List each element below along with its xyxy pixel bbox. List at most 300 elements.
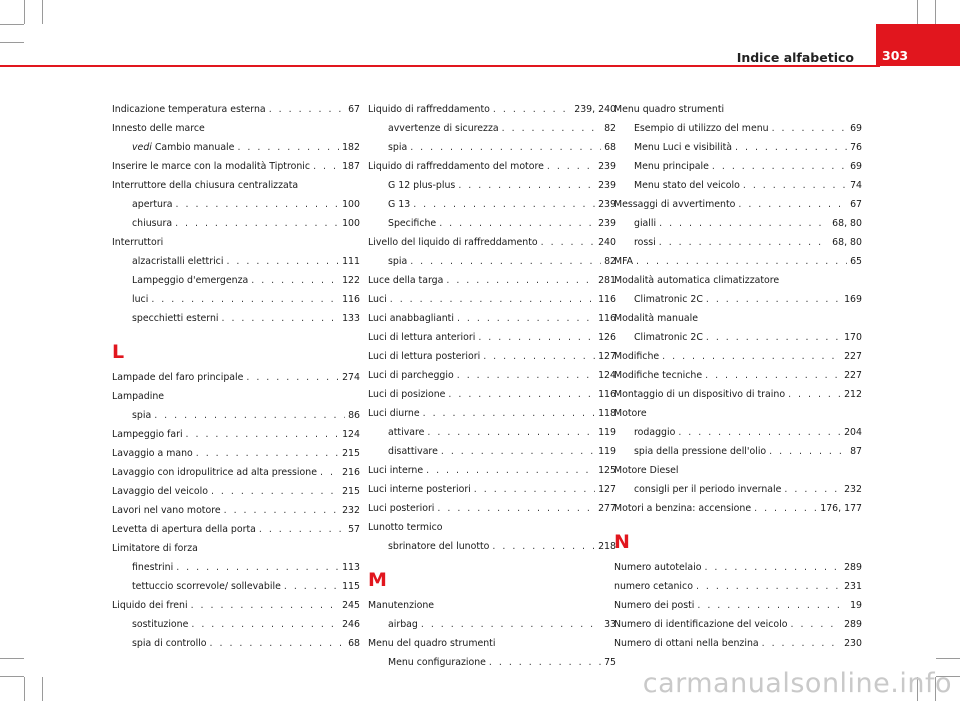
crop-mark	[24, 677, 25, 701]
entry-page-number: 239	[598, 161, 616, 172]
entry-page-number: 204	[844, 427, 862, 438]
leader-dots	[439, 214, 595, 233]
leader-dots	[738, 195, 847, 214]
crop-mark	[42, 0, 43, 24]
leader-dots	[457, 309, 595, 328]
index-entry	[112, 368, 360, 387]
crop-mark	[0, 24, 24, 25]
entry-page-number: 118	[598, 408, 616, 419]
entry-label: Luci interne	[368, 465, 424, 476]
entry-label: Levetta di apertura della porta	[112, 524, 256, 535]
entry-page-number: 215	[342, 486, 360, 497]
leader-dots	[483, 347, 595, 366]
index-subentry	[614, 233, 862, 252]
entry-label: Luci di lettura anteriori	[368, 332, 476, 343]
entry-label: Messaggi di avvertimento	[614, 199, 736, 210]
index-subentry	[368, 138, 616, 157]
crop-mark	[917, 0, 918, 24]
leader-dots	[772, 119, 847, 138]
entry-page-number: 65	[850, 256, 862, 267]
index-entry	[368, 233, 616, 252]
index-entry	[614, 577, 862, 596]
entry-page-number: 246	[342, 619, 360, 630]
entry-page-number: 67	[850, 199, 862, 210]
leader-dots	[712, 157, 847, 176]
entry-label: attivare	[388, 427, 425, 438]
leader-dots	[269, 100, 345, 119]
leader-dots	[413, 195, 595, 214]
entry-page-number: 239	[598, 199, 616, 210]
leader-dots	[478, 328, 595, 347]
leader-dots	[410, 252, 601, 271]
index-subentry	[368, 537, 616, 556]
index-subentry	[112, 290, 360, 309]
index-entry	[368, 309, 616, 328]
cross-reference-label: vedi	[132, 142, 152, 153]
index-entry	[112, 501, 360, 520]
entry-page-number: 176, 177	[820, 503, 862, 514]
index-entry	[614, 195, 862, 214]
entry-page-number: 75	[604, 657, 616, 668]
crop-mark	[0, 658, 24, 659]
leader-dots	[448, 385, 595, 404]
entry-label: Interruttore della chiusura centralizzata	[112, 180, 299, 191]
leader-dots	[320, 463, 339, 482]
leader-dots	[224, 501, 339, 520]
leader-dots	[636, 252, 847, 271]
entry-label: Luci di posizione	[368, 389, 446, 400]
index-entry	[368, 271, 616, 290]
entry-label: spia	[388, 256, 408, 267]
entry-page-number: 86	[348, 410, 360, 421]
leader-dots	[313, 157, 339, 176]
entry-label: vedi Cambio manuale	[132, 142, 235, 153]
leader-dots	[437, 499, 595, 518]
crop-mark	[24, 0, 25, 24]
entry-page-number: 122	[342, 275, 360, 286]
index-entry	[614, 347, 862, 366]
entry-page-number: 216	[342, 467, 360, 478]
index-entry	[368, 518, 616, 537]
index-subentry	[112, 615, 360, 634]
entry-page-number: 227	[844, 351, 862, 362]
leader-dots	[237, 138, 339, 157]
index-entry	[614, 596, 862, 615]
entry-page-number: 245	[342, 600, 360, 611]
page-title: Indice alfabetico	[736, 50, 854, 65]
index-subentry	[368, 252, 616, 271]
entry-label: tettuccio scorrevole/ sollevabile	[132, 581, 281, 592]
entry-page-number: 111	[342, 256, 360, 267]
entry-page-number: 274	[342, 372, 360, 383]
entry-page-number: 277	[598, 503, 616, 514]
watermark: carmanualsonline.info	[642, 668, 952, 699]
index-entry	[614, 271, 862, 290]
entry-page-number: 57	[348, 524, 360, 535]
entry-page-number: 116	[598, 294, 616, 305]
entry-page-number: 100	[342, 218, 360, 229]
leader-dots	[151, 290, 339, 309]
entry-page-number: 127	[598, 351, 616, 362]
entry-label: Modalità manuale	[614, 313, 699, 324]
entry-label: Climatronic 2C	[634, 294, 703, 305]
page-number-tab	[876, 24, 960, 66]
leader-dots	[706, 290, 841, 309]
index-entry	[368, 100, 616, 119]
index-subentry	[614, 423, 862, 442]
entry-page-number: 124	[598, 370, 616, 381]
leader-dots	[446, 271, 595, 290]
entry-label: Numero autotelaio	[614, 562, 702, 573]
crop-mark	[935, 0, 936, 24]
entry-label: Luce della targa	[368, 275, 444, 286]
index-entry	[614, 634, 862, 653]
entry-label: sbrinatore del lunotto	[388, 541, 490, 552]
entry-label: spia	[388, 142, 408, 153]
index-subentry	[368, 653, 616, 672]
entry-label: Numero di identificazione del veicolo	[614, 619, 788, 630]
entry-label: Menu quadro strumenti	[614, 104, 725, 115]
entry-label: spia di controllo	[132, 638, 207, 649]
entry-label: Numero di ottani nella benzina	[614, 638, 759, 649]
entry-label: Luci	[368, 294, 387, 305]
leader-dots	[678, 423, 841, 442]
index-entry	[368, 347, 616, 366]
leader-dots	[489, 653, 601, 672]
leader-dots	[196, 444, 339, 463]
index-entry	[112, 100, 360, 119]
entry-label: Lavaggio del veicolo	[112, 486, 208, 497]
leader-dots	[697, 596, 847, 615]
leader-dots	[211, 482, 339, 501]
entry-label: Montaggio di un dispositivo di traino	[614, 389, 786, 400]
leader-dots	[191, 596, 340, 615]
entry-label: Lampeggio d'emergenza	[132, 275, 249, 286]
section-letter: M	[368, 569, 387, 591]
entry-page-number: 289	[844, 619, 862, 630]
entry-label: alzacristalli elettrici	[132, 256, 224, 267]
entry-page-number: 281	[598, 275, 616, 286]
entry-label: gialli	[634, 218, 657, 229]
entry-label: Specifiche	[388, 218, 437, 229]
index-subentry	[368, 442, 616, 461]
entry-label: rossi	[634, 237, 656, 248]
entry-label: Lavori nel vano motore	[112, 505, 221, 516]
entry-label: Luci di parcheggio	[368, 370, 454, 381]
index-entry	[368, 634, 616, 653]
entry-page-number: 68	[348, 638, 360, 649]
index-entry	[368, 290, 616, 309]
entry-page-number: 76	[850, 142, 862, 153]
entry-label: consigli per il periodo invernale	[634, 484, 782, 495]
entry-page-number: 116	[342, 294, 360, 305]
leader-dots	[762, 634, 841, 653]
entry-label: Numero dei posti	[614, 600, 695, 611]
leader-dots	[458, 176, 595, 195]
leader-dots	[175, 214, 339, 233]
entry-page-number: 74	[850, 180, 862, 191]
entry-label: spia	[132, 410, 152, 421]
entry-page-number: 19	[850, 600, 862, 611]
entry-label: Menu configurazione	[388, 657, 486, 668]
entry-page-number: 239	[598, 218, 616, 229]
entry-page-number: 230	[844, 638, 862, 649]
leader-dots	[705, 366, 841, 385]
entry-label: Livello del liquido di raffreddamento	[368, 237, 538, 248]
entry-label: Liquido dei freni	[112, 600, 188, 611]
entry-page-number: 119	[598, 446, 616, 457]
leader-dots	[502, 119, 601, 138]
entry-label: Luci anabbaglianti	[368, 313, 454, 324]
entry-label: Motore	[614, 408, 647, 419]
leader-dots	[696, 577, 841, 596]
leader-dots	[735, 138, 847, 157]
entry-label: Esempio di utilizzo del menu	[634, 123, 769, 134]
leader-dots	[426, 461, 595, 480]
index-subentry	[614, 157, 862, 176]
index-subentry	[614, 214, 862, 233]
index-column-2	[368, 100, 616, 672]
entry-label: Luci diurne	[368, 408, 420, 419]
entry-label: Luci interne posteriori	[368, 484, 471, 495]
entry-label: Lunotto termico	[368, 522, 443, 533]
entry-page-number: 231	[844, 581, 862, 592]
index-entry	[614, 499, 862, 518]
entry-page-number: 82	[604, 123, 616, 134]
entry-page-number: 119	[598, 427, 616, 438]
leader-dots	[259, 520, 345, 539]
index-entry	[112, 119, 360, 138]
leader-dots	[210, 634, 346, 653]
entry-label: disattivare	[388, 446, 438, 457]
index-entry	[112, 157, 360, 176]
index-subentry	[112, 252, 360, 271]
index-entry	[614, 404, 862, 423]
leader-dots	[251, 271, 339, 290]
index-subentry	[112, 271, 360, 290]
entry-label: Lavaggio a mano	[112, 448, 193, 459]
entry-label: specchietti esterni	[132, 313, 219, 324]
entry-label: sostituzione	[132, 619, 189, 630]
index-subentry	[368, 119, 616, 138]
entry-label: Climatronic 2C	[634, 332, 703, 343]
index-entry	[368, 461, 616, 480]
index-subentry	[112, 195, 360, 214]
entry-label: Lampeggio fari	[112, 429, 183, 440]
entry-label: Innesto delle marce	[112, 123, 205, 134]
entry-label: finestrini	[132, 562, 174, 573]
entry-page-number: 69	[850, 161, 862, 172]
entry-label: Modifiche	[614, 351, 660, 362]
index-subentry	[112, 577, 360, 596]
index-subentry	[614, 480, 862, 499]
leader-dots	[791, 615, 842, 634]
index-entry	[112, 233, 360, 252]
leader-dots	[191, 615, 339, 634]
leader-dots	[704, 558, 841, 577]
leader-dots	[474, 480, 595, 499]
crop-mark	[0, 42, 24, 43]
leader-dots	[754, 499, 817, 518]
index-entry	[112, 463, 360, 482]
index-subentry	[112, 558, 360, 577]
entry-page-number: 182	[342, 142, 360, 153]
leader-dots	[427, 423, 595, 442]
leader-dots	[659, 214, 829, 233]
leader-dots	[222, 309, 340, 328]
entry-page-number: 124	[342, 429, 360, 440]
entry-label: Interruttori	[112, 237, 164, 248]
index-entry	[614, 366, 862, 385]
entry-label: luci	[132, 294, 149, 305]
index-subentry	[112, 634, 360, 653]
entry-label: Menu stato del veicolo	[634, 180, 740, 191]
index-subentry	[368, 195, 616, 214]
leader-dots	[788, 385, 841, 404]
entry-label: rodaggio	[634, 427, 676, 438]
index-entry	[112, 539, 360, 558]
entry-label: Menu Luci e visibilità	[634, 142, 733, 153]
index-entry	[112, 596, 360, 615]
entry-page-number: 116	[598, 389, 616, 400]
entry-label: Modalità automatica climatizzatore	[614, 275, 780, 286]
index-entry	[368, 596, 616, 615]
entry-page-number: 115	[342, 581, 360, 592]
leader-dots	[246, 368, 339, 387]
leader-dots	[423, 404, 595, 423]
index-subentry	[614, 176, 862, 195]
leader-dots	[457, 366, 595, 385]
index-entry	[614, 100, 862, 119]
leader-dots	[176, 558, 339, 577]
index-subentry	[368, 214, 616, 233]
leader-dots	[226, 252, 339, 271]
entry-label: spia della pressione dell'olio	[634, 446, 767, 457]
leader-dots	[659, 233, 829, 252]
entry-page-number: 67	[348, 104, 360, 115]
crop-mark	[0, 676, 24, 677]
index-entry	[368, 157, 616, 176]
entry-label: numero cetanico	[614, 581, 693, 592]
entry-page-number: 212	[844, 389, 862, 400]
index-column-3	[614, 100, 862, 653]
entry-label: Luci posteriori	[368, 503, 435, 514]
entry-label: Motori a benzina: accensione	[614, 503, 752, 514]
index-entry	[112, 444, 360, 463]
entry-page-number: 240	[598, 237, 616, 248]
entry-label: Menu del quadro strumenti	[368, 638, 496, 649]
leader-dots	[176, 195, 340, 214]
entry-page-number: 169	[844, 294, 862, 305]
leader-dots	[493, 100, 571, 119]
entry-page-number: 239	[598, 180, 616, 191]
entry-page-number: 289	[844, 562, 862, 573]
leader-dots	[284, 577, 339, 596]
entry-label: Lampade del faro principale	[112, 372, 244, 383]
entry-page-number: 68	[604, 142, 616, 153]
index-entry	[368, 499, 616, 518]
index-entry	[112, 387, 360, 406]
index-subentry	[614, 442, 862, 461]
index-subentry	[368, 423, 616, 442]
index-entry	[614, 309, 862, 328]
index-subentry	[368, 176, 616, 195]
leader-dots	[410, 138, 601, 157]
entry-label: Menu principale	[634, 161, 709, 172]
entry-label: avvertenze di sicurezza	[388, 123, 499, 134]
entry-label: Liquido di raffreddamento del motore	[368, 161, 544, 172]
entry-page-number: 33	[604, 619, 616, 630]
entry-page-number: 68, 80	[832, 218, 862, 229]
entry-page-number: 82	[604, 256, 616, 267]
index-entry	[614, 615, 862, 634]
entry-page-number: 215	[342, 448, 360, 459]
entry-label: G 13	[388, 199, 411, 210]
entry-page-number: 126	[598, 332, 616, 343]
leader-dots	[492, 537, 595, 556]
entry-label: Luci di lettura posteriori	[368, 351, 481, 362]
entry-page-number: 116	[598, 313, 616, 324]
index-subentry	[368, 615, 616, 634]
entry-page-number: 68, 80	[832, 237, 862, 248]
leader-dots	[706, 328, 841, 347]
leader-dots	[441, 442, 595, 461]
entry-label: Inserire le marce con la modalità Tiptronic	[112, 161, 311, 172]
leader-dots	[547, 157, 595, 176]
leader-dots	[186, 425, 340, 444]
entry-page-number: 218	[598, 541, 616, 552]
entry-label: Indicazione temperatura esterna	[112, 104, 266, 115]
crop-mark	[42, 677, 43, 701]
leader-dots	[662, 347, 841, 366]
leader-dots	[769, 442, 847, 461]
entry-label: apertura	[132, 199, 173, 210]
entry-label: Manutenzione	[368, 600, 435, 611]
index-entry	[368, 404, 616, 423]
crop-mark	[936, 658, 960, 659]
leader-dots	[541, 233, 595, 252]
leader-dots	[784, 480, 841, 499]
header-rule	[0, 65, 880, 67]
entry-label: Lampadine	[112, 391, 165, 402]
index-entry	[112, 176, 360, 195]
section-letter: L	[112, 341, 125, 363]
entry-label: MFA	[614, 256, 634, 267]
index-entry	[614, 252, 862, 271]
index-subentry	[614, 119, 862, 138]
index-entry	[368, 366, 616, 385]
index-subentry	[112, 214, 360, 233]
entry-page-number: 133	[342, 313, 360, 324]
entry-page-number: 170	[844, 332, 862, 343]
page-number: 303	[882, 48, 909, 63]
entry-page-number: 100	[342, 199, 360, 210]
entry-page-number: 125	[598, 465, 616, 476]
index-entry	[614, 558, 862, 577]
index-entry	[614, 385, 862, 404]
entry-page-number: 69	[850, 123, 862, 134]
index-entry	[368, 480, 616, 499]
entry-page-number: 227	[844, 370, 862, 381]
index-subentry	[614, 290, 862, 309]
entry-page-number: 127	[598, 484, 616, 495]
index-subentry	[112, 309, 360, 328]
index-subentry	[112, 406, 360, 425]
index-subentry	[614, 138, 862, 157]
index-entry	[614, 461, 862, 480]
entry-page-number: 113	[342, 562, 360, 573]
entry-page-number: 239, 240	[574, 104, 616, 115]
